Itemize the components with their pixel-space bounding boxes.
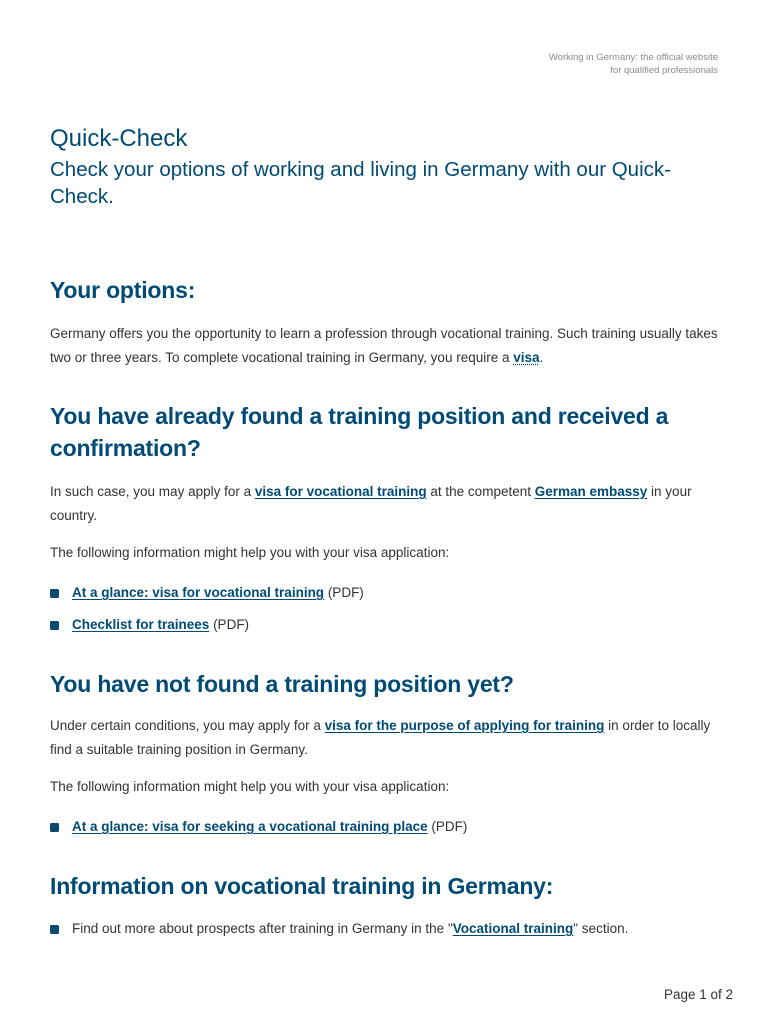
visa-applying-training-link[interactable]: visa for the purpose of applying for training <box>324 718 605 733</box>
bullet-square-icon <box>50 621 59 630</box>
found-resources-list <box>50 583 730 646</box>
glance-visa-vocational-training-link[interactable]: At a glance: visa for vocational training <box>72 585 325 600</box>
not-found-text-1: Under certain conditions, you may apply for a <box>50 718 325 733</box>
pdf-label: (PDF) <box>427 819 468 834</box>
info-list <box>50 919 730 951</box>
german-embassy-link[interactable]: German embassy <box>534 484 648 499</box>
bullet-square-icon <box>50 823 59 832</box>
options-text-1: Germany offers you the opportunity to learn a profession through vocational training. Such training usually takes two or three years. To complete vocational training in Germany, you require a <box>50 326 718 365</box>
found-text-2: at the competent <box>426 484 535 499</box>
not-found-paragraph <box>50 714 730 761</box>
found-text-3: in your country. <box>50 484 692 523</box>
page-title: Quick-Check <box>50 125 188 152</box>
bullet-square-icon <box>50 925 59 934</box>
info-item-suffix: " section. <box>573 921 629 936</box>
list-item <box>50 583 730 615</box>
visa-link[interactable]: visa <box>513 349 540 365</box>
not-found-position-heading: You have not found a training position yet? <box>50 671 514 697</box>
tagline-line-2: for qualified professionals <box>610 65 718 76</box>
page-number: Page 1 of 2 <box>663 987 733 1002</box>
tagline-line-1: Working in Germany: the official website <box>548 52 718 63</box>
list-item <box>50 615 730 647</box>
not-found-resources-list <box>50 817 730 849</box>
found-position-heading: You have already found a training position and received a confirmation? <box>50 403 669 461</box>
options-paragraph <box>50 322 730 369</box>
info-item-prefix: Find out more about prospects after training in Germany in the " <box>72 921 453 936</box>
options-heading: Your options: <box>50 277 196 303</box>
visa-vocational-training-link[interactable]: visa for vocational training <box>254 484 427 499</box>
site-tagline <box>549 51 718 77</box>
vocational-training-section-link[interactable]: Vocational training <box>452 921 574 936</box>
found-text-1: In such case, you may apply for a <box>50 484 255 499</box>
found-position-paragraph <box>50 480 730 527</box>
glance-visa-seeking-training-link[interactable]: At a glance: visa for seeking a vocational training place <box>72 819 428 834</box>
pdf-label: (PDF) <box>209 616 250 632</box>
not-found-text-2: in order to locally find a suitable training position in Germany. <box>50 718 711 757</box>
not-found-help-text: The following information might help you with your visa application: <box>50 779 450 794</box>
info-heading: Information on vocational training in Germany: <box>50 873 554 899</box>
found-help-text: The following information might help you with your visa application: <box>50 545 450 560</box>
pdf-label: (PDF) <box>324 585 364 600</box>
checklist-trainees-link[interactable]: Checklist for trainees <box>72 616 210 632</box>
bullet-square-icon <box>50 589 59 598</box>
list-item <box>50 817 730 849</box>
page-subtitle: Check your options of working and living in Germany with our Quick-Check. <box>50 158 671 208</box>
list-item <box>50 919 730 951</box>
options-text-2: . <box>539 349 544 365</box>
